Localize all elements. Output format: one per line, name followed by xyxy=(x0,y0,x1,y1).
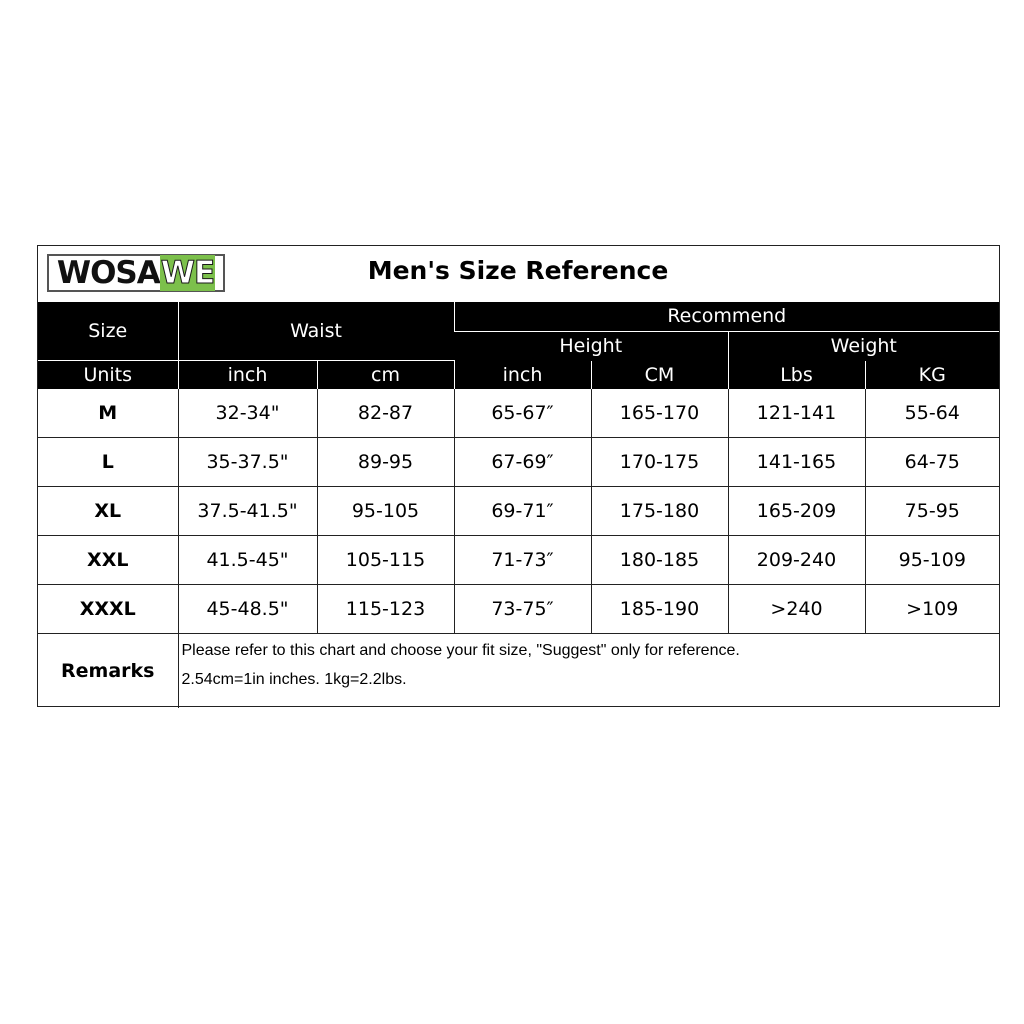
table-cell: 75-95 xyxy=(865,486,999,535)
table-cell: 95-109 xyxy=(865,535,999,584)
remarks-row xyxy=(38,633,999,708)
table-cell: 67-69″ xyxy=(454,437,591,486)
unit-height-inch: inch xyxy=(454,361,591,389)
table-cell: 55-64 xyxy=(865,389,999,438)
size-cell: XL xyxy=(38,486,178,535)
brand-logo xyxy=(47,254,225,292)
size-table xyxy=(38,302,999,708)
table-cell: 165-170 xyxy=(591,389,728,438)
size-cell: XXXL xyxy=(38,584,178,633)
page-title: Men's Size Reference xyxy=(367,256,669,285)
header-height: Height xyxy=(454,331,728,360)
header-recommend: Recommend xyxy=(454,302,999,331)
header-waist: Waist xyxy=(178,302,454,361)
unit-waist-inch: inch xyxy=(178,361,317,389)
remarks-line-2: 2.54cm=1in inches. 1kg=2.2lbs. xyxy=(181,670,407,688)
table-row xyxy=(38,389,999,438)
table-cell: 69-71″ xyxy=(454,486,591,535)
size-chart xyxy=(37,245,1000,707)
table-cell: 180-185 xyxy=(591,535,728,584)
size-cell: XXL xyxy=(38,535,178,584)
table-cell: >109 xyxy=(865,584,999,633)
size-cell: L xyxy=(38,437,178,486)
table-cell: 209-240 xyxy=(728,535,865,584)
unit-waist-cm: cm xyxy=(317,361,454,389)
table-row xyxy=(38,535,999,584)
logo-accent-text: WE xyxy=(160,255,215,291)
title-row xyxy=(38,246,999,302)
table-cell: 45-48.5" xyxy=(178,584,317,633)
table-cell: 82-87 xyxy=(317,389,454,438)
units-label: Units xyxy=(38,361,178,389)
size-cell: M xyxy=(98,401,118,424)
table-cell: 121-141 xyxy=(728,389,865,438)
table-row xyxy=(38,584,999,633)
remarks-label: Remarks xyxy=(38,633,178,708)
table-cell: 141-165 xyxy=(728,437,865,486)
table-cell: 95-105 xyxy=(317,486,454,535)
unit-weight-kg: KG xyxy=(865,361,999,389)
table-cell: 165-209 xyxy=(728,486,865,535)
unit-height-cm: CM xyxy=(591,361,728,389)
table-cell: 41.5-45" xyxy=(178,535,317,584)
table-cell: 32-34" xyxy=(178,389,317,438)
table-cell: 73-75″ xyxy=(454,584,591,633)
table-cell: 89-95 xyxy=(317,437,454,486)
table-cell: >240 xyxy=(728,584,865,633)
header-size: Size xyxy=(38,302,178,361)
table-cell: 35-37.5" xyxy=(178,437,317,486)
unit-weight-lbs: Lbs xyxy=(728,361,865,389)
header-row-1 xyxy=(38,302,999,331)
table-cell: 65-67″ xyxy=(454,389,591,438)
table-cell: 37.5-41.5" xyxy=(178,486,317,535)
remarks-text xyxy=(178,633,999,708)
table-cell: 105-115 xyxy=(317,535,454,584)
table-row xyxy=(38,486,999,535)
remarks-line-1: Please refer to this chart and choose your fit size, "Suggest" only for reference. xyxy=(181,641,740,659)
table-cell: 71-73″ xyxy=(454,535,591,584)
logo-text: WOSA xyxy=(56,255,160,291)
header-weight: Weight xyxy=(728,331,999,360)
table-cell: 175-180 xyxy=(591,486,728,535)
table-cell: 64-75 xyxy=(865,437,999,486)
table-cell: 185-190 xyxy=(591,584,728,633)
table-cell: 115-123 xyxy=(317,584,454,633)
units-row xyxy=(38,361,999,389)
table-row xyxy=(38,437,999,486)
table-cell: 170-175 xyxy=(591,437,728,486)
